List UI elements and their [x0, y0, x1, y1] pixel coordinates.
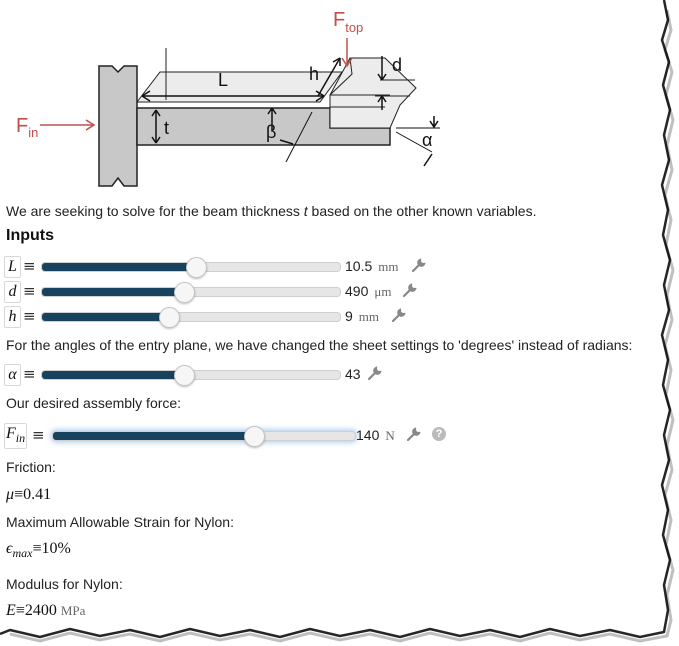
modulus-label: Modulus for Nylon:: [6, 576, 123, 592]
slider-h-value[interactable]: 9 mm: [345, 308, 380, 324]
definition-symbol: ≡: [23, 282, 36, 300]
strain-equation[interactable]: $\epsilon_{max}\equiv 10\%$: [6, 540, 71, 561]
friction-equation[interactable]: μ≡0.41: [6, 486, 52, 503]
variable-label-h: h: [4, 306, 21, 328]
definition-symbol: ≡: [23, 365, 36, 383]
f-in-label: $F_{in}$: [16, 115, 39, 140]
beta-label: β: [266, 122, 277, 142]
slider-L-value[interactable]: 10.5 mm: [345, 258, 399, 274]
d-label: d: [392, 55, 403, 75]
variable-label-fin: $F_{in}$: [4, 423, 27, 449]
definition-symbol: ≡: [32, 426, 45, 444]
variable-label-L: L: [4, 256, 21, 278]
t-label: t: [164, 118, 170, 138]
alpha-label: α: [422, 130, 433, 150]
strain-label: Maximum Allowable Strain for Nylon:: [6, 514, 234, 530]
definition-symbol: ≡: [23, 307, 36, 325]
h-label: h: [309, 64, 320, 84]
angles-note: For the angles of the entry plane, we have changed the sheet settings to 'degrees' instead of radians:: [6, 337, 633, 353]
definition-symbol: ≡: [23, 257, 36, 275]
variable-label-d: d: [4, 281, 21, 303]
variable-label-alpha: α: [4, 364, 21, 386]
inputs-heading: Inputs: [6, 227, 54, 244]
f-top-label: $F_{top}$: [333, 9, 364, 35]
modulus-equation[interactable]: E≡2400 MPa: [6, 602, 86, 619]
L-label: L: [218, 70, 229, 90]
friction-label: Friction:: [6, 459, 56, 475]
slider-fin-value[interactable]: 140 N: [356, 427, 395, 443]
force-note: Our desired assembly force:: [6, 395, 182, 411]
intro-text: We are seeking to solve for the beam thickness t based on the other known variables.: [6, 203, 537, 219]
help-icon[interactable]: ?: [432, 427, 446, 441]
slider-d-value[interactable]: 490 μm: [345, 283, 392, 299]
slider-alpha-value[interactable]: 43: [345, 366, 361, 382]
